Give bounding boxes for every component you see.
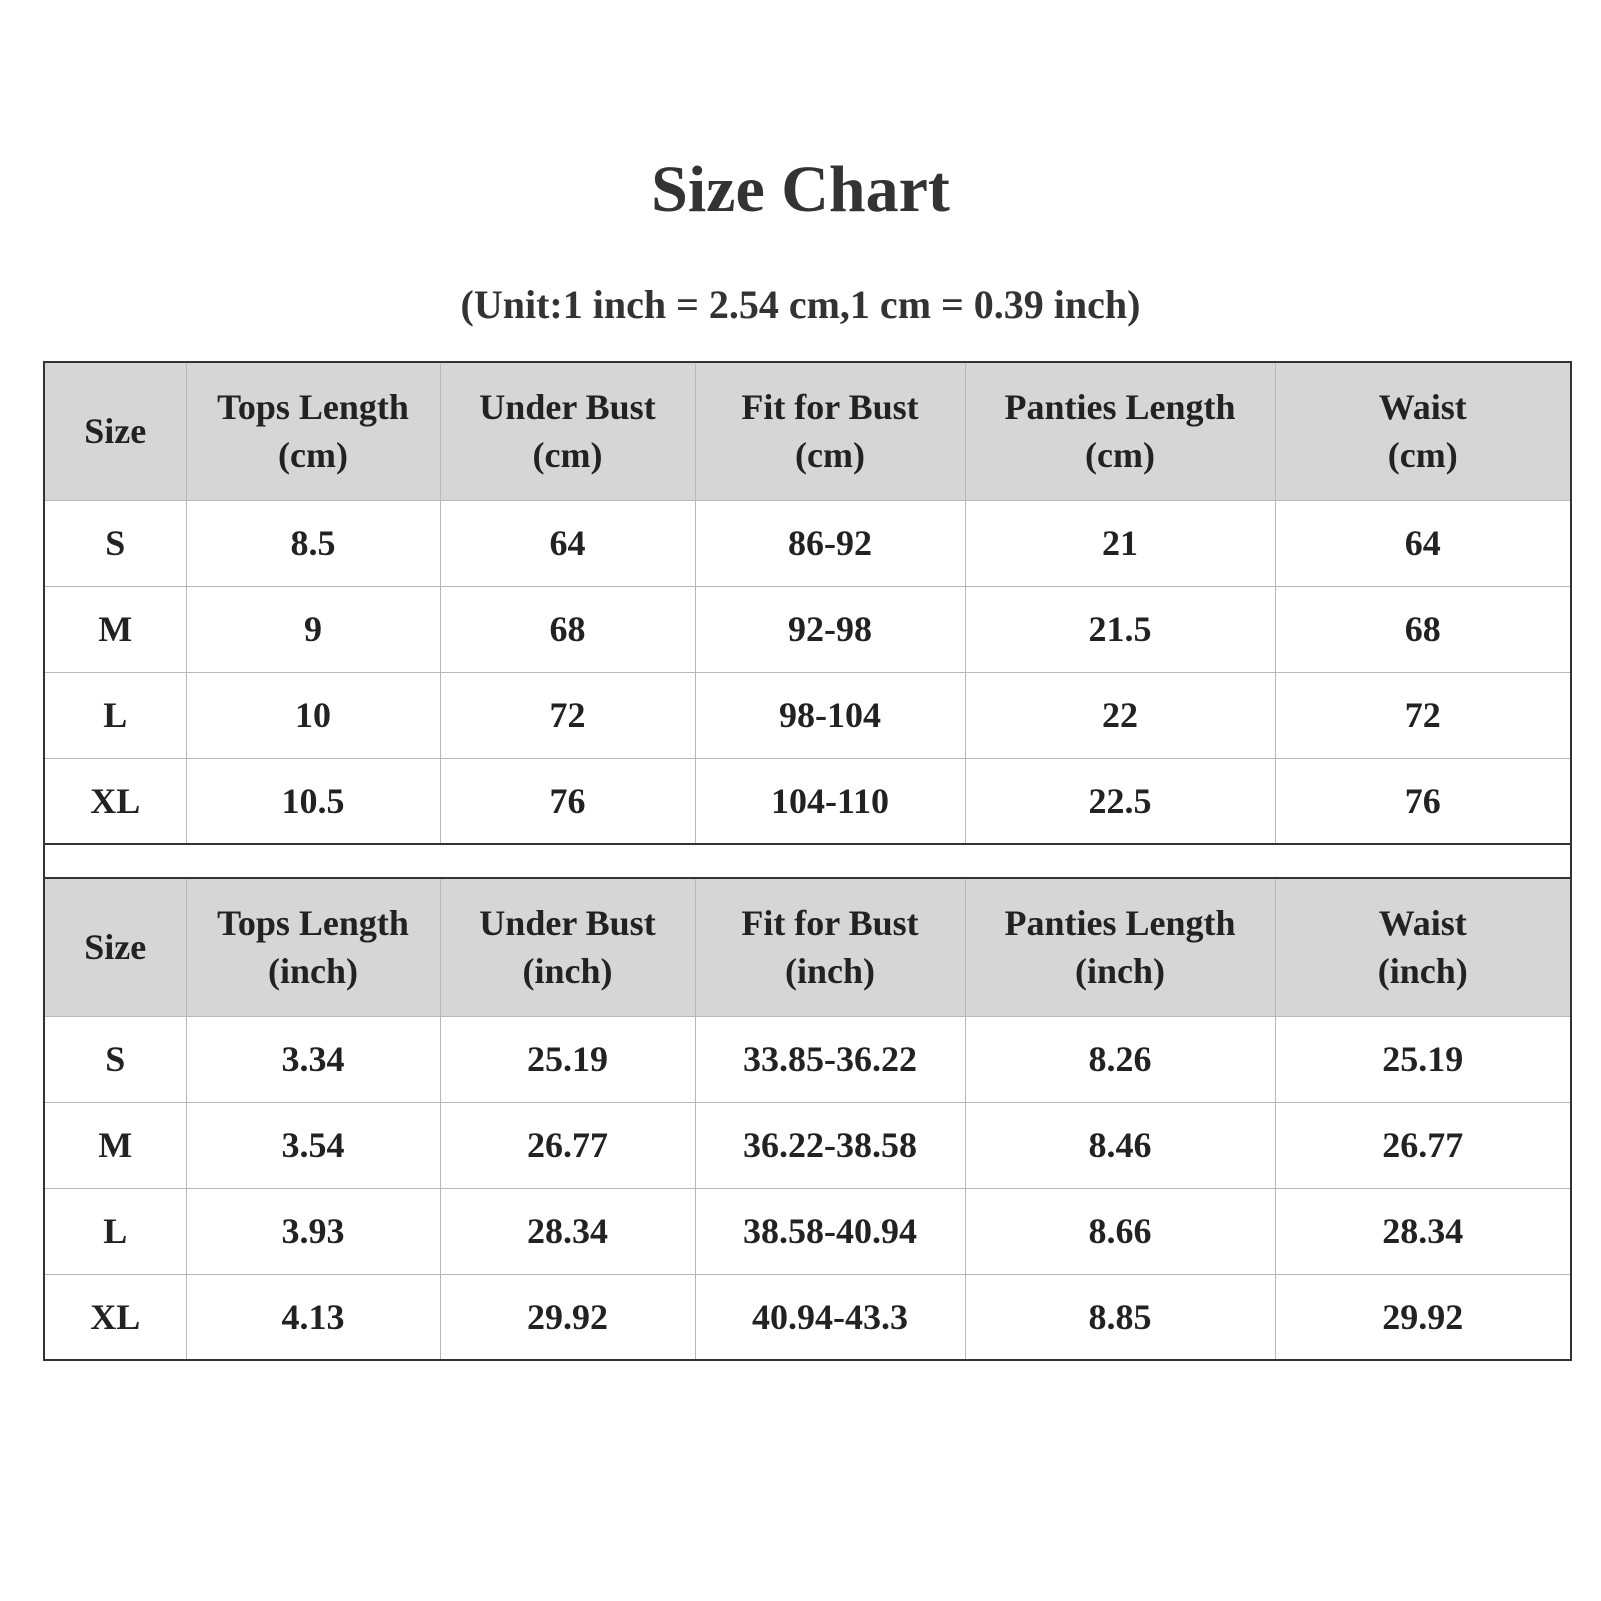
header-unit: (cm) [1387,435,1458,476]
page-title: Size Chart [651,153,950,226]
header-unit: (cm) [795,435,865,476]
value-cell: 8.66 [965,1188,1275,1274]
value-cell: 72 [440,672,695,758]
value-cell: 36.22-38.58 [695,1102,965,1188]
header-unit: (inch) [522,951,613,992]
header-unit: (cm) [278,435,348,476]
size-cell: XL [44,1274,186,1360]
cm-header-cell [44,362,186,500]
value-cell: 26.77 [440,1102,695,1188]
value-cell: 28.34 [1275,1188,1571,1274]
inch-header-cell [440,878,695,1016]
size-cell: L [44,1188,186,1274]
size-cell: S [44,1016,186,1102]
value-cell: 29.92 [440,1274,695,1360]
cm-table-row [44,500,1571,586]
inch-table-row [44,1188,1571,1274]
value-cell: 25.19 [440,1016,695,1102]
size-cell: S [44,500,186,586]
value-cell: 10 [186,672,440,758]
value-cell: 40.94-43.3 [695,1274,965,1360]
value-cell: 98-104 [695,672,965,758]
value-cell: 8.5 [186,500,440,586]
header-label: Size [84,927,147,968]
cm-table-row [44,586,1571,672]
value-cell: 38.58-40.94 [695,1188,965,1274]
inch-header-cell [1275,878,1571,1016]
header-label: Fit for Bust [741,387,919,428]
header-unit: (inch) [785,951,875,992]
inch-header-cell [186,878,440,1016]
header-label: Size [84,411,147,452]
inch-table-row [44,1016,1571,1102]
header-unit: (cm) [1085,435,1155,476]
value-cell: 10.5 [186,758,440,844]
cm-header-cell [440,362,695,500]
value-cell: 68 [440,586,695,672]
header-label: Under Bust [479,903,656,944]
inch-table-row [44,1274,1571,1360]
inch-header-cell [695,878,965,1016]
value-cell: 3.54 [186,1102,440,1188]
inch-header-cell [965,878,1275,1016]
cm-table-row [44,672,1571,758]
size-chart-table [43,361,1572,1361]
value-cell: 28.34 [440,1188,695,1274]
value-cell: 33.85-36.22 [695,1016,965,1102]
header-unit: (inch) [1377,951,1468,992]
header-label: Waist [1378,903,1467,944]
spacer-cell [44,844,1571,878]
header-unit: (inch) [1075,951,1165,992]
cm-table-row [44,758,1571,844]
header-label: Panties Length [1004,387,1236,428]
header-unit: (cm) [532,435,603,476]
value-cell: 29.92 [1275,1274,1571,1360]
header-label: Waist [1378,387,1467,428]
value-cell: 8.85 [965,1274,1275,1360]
value-cell: 22 [965,672,1275,758]
header-label: Tops Length [217,903,409,944]
cm-header-cell [1275,362,1571,500]
value-cell: 64 [1275,500,1571,586]
value-cell: 4.13 [186,1274,440,1360]
size-cell: M [44,1102,186,1188]
value-cell: 68 [1275,586,1571,672]
table-spacer-row [44,844,1571,878]
value-cell: 86-92 [695,500,965,586]
value-cell: 26.77 [1275,1102,1571,1188]
value-cell: 72 [1275,672,1571,758]
value-cell: 8.26 [965,1016,1275,1102]
cm-header-cell [965,362,1275,500]
value-cell: 104-110 [695,758,965,844]
value-cell: 64 [440,500,695,586]
header-label: Under Bust [479,387,656,428]
value-cell: 21.5 [965,586,1275,672]
value-cell: 76 [1275,758,1571,844]
header-unit: (inch) [268,951,358,992]
cm-header-cell [186,362,440,500]
unit-subtitle: (Unit:1 inch = 2.54 cm,1 cm = 0.39 inch) [460,282,1141,327]
size-cell: XL [44,758,186,844]
header-label: Panties Length [1004,903,1236,944]
value-cell: 9 [186,586,440,672]
value-cell: 76 [440,758,695,844]
value-cell: 92-98 [695,586,965,672]
size-cell: M [44,586,186,672]
header-label: Fit for Bust [741,903,919,944]
value-cell: 3.34 [186,1016,440,1102]
value-cell: 8.46 [965,1102,1275,1188]
inch-table-row [44,1102,1571,1188]
inch-header-cell [44,878,186,1016]
value-cell: 22.5 [965,758,1275,844]
header-label: Tops Length [217,387,409,428]
cm-header-cell [695,362,965,500]
size-cell: L [44,672,186,758]
cm-header-row [44,362,1571,500]
value-cell: 25.19 [1275,1016,1571,1102]
inch-header-row [44,878,1571,1016]
value-cell: 21 [965,500,1275,586]
value-cell: 3.93 [186,1188,440,1274]
